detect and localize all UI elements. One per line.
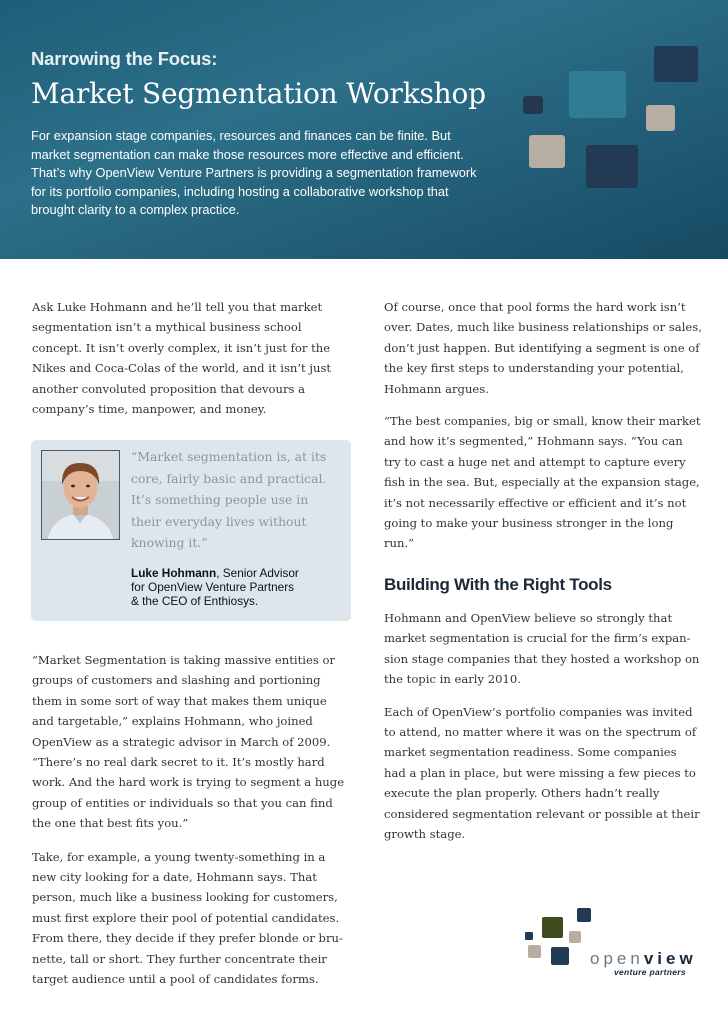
decor-square-small-navy <box>523 96 543 114</box>
paragraph: Ask Luke Hohmann and he’ll tell you that market segmentation isn’t a mythical business school concept. It isn’t overly complex, it isn’t just for the Nikes and Coca-Colas of the world, and it isn’t just another convoluted proposition that devours a company’s time, manpower, and money. <box>32 300 332 417</box>
attribution-role-3: & the CEO of Enthiosys. <box>131 594 259 608</box>
logo-mosaic-icon <box>522 905 592 977</box>
attribution-role-2: for OpenView Venture Partners <box>131 580 295 594</box>
portrait-photo <box>41 450 120 540</box>
right-column-bottom <box>384 608 702 856</box>
header-kicker: Narrowing the Focus: <box>31 48 218 69</box>
person-icon <box>42 451 119 539</box>
logo-wordmark <box>590 949 697 969</box>
section-heading: Building With the Right Tools <box>384 575 612 594</box>
decor-square-teal <box>569 71 626 118</box>
right-column-top <box>384 297 702 566</box>
paragraph: Of course, once that pool forms the hard work isn’t over. Dates, much like business relationships or sales, don’t just happen. But identifying a segment is one of the key first steps to understanding your potential, Hohmann argues. <box>384 300 702 396</box>
paragraph: “The best companies, big or small, know their market and how it’s segmented,” Hohmann says. “You can try to cast a huge net and attempt to capture every fish in the sea. But, especially at the expansion stage, it’s not necessarily effective or efficient and it’s not going to make your business stronger in the long run.” <box>384 414 701 551</box>
openview-logo <box>522 905 702 977</box>
paragraph: Hohmann and OpenView believe so strongly that market segmentation is crucial for the firm’s expan-sion stage companies that they hosted a workshop on the topic in early 2010. <box>384 611 700 687</box>
left-column-top <box>32 297 352 431</box>
paragraph: “Market Segmentation is taking massive entities or groups of customers and slashing and portioning them in some sort of way that makes them unique and targetable,” explains Hohmann, who joined OpenView as a strategic advisor in March of 2009. “There’s no real dark secret to it. It’s mostly hard work. And the hard work is trying to segment a huge group of entities or individuals so that you can find the one that best fits you.” <box>32 653 345 831</box>
decor-square-beige-2 <box>529 135 565 168</box>
quote-attribution <box>131 566 346 608</box>
decor-square-beige-1 <box>646 105 675 131</box>
paragraph: Each of OpenView’s portfolio companies was invited to attend, no matter where it was on the spectrum of market segmentation readiness. Some companies had a plan in place, but were missing a few pieces to execute the plan properly. Others hadn’t really considered segmentation relevant or possible at their growth stage. <box>384 704 700 842</box>
intro-text: For expansion stage companies, resources and finances can be finite. But market segmentation can make those resources more effective and efficient. That’s why OpenView Venture Partners is providing a segmentation framework for its portfolio companies, including hosting a collaborative workshop that brought clarity to a complex practice. <box>31 128 477 218</box>
pull-quote-box <box>31 440 351 621</box>
page-title: Market Segmentation Workshop <box>31 77 486 110</box>
pull-quote-text: “Market segmentation is, at its core, fairly basic and practical. It’s something people use in their everyday lives without knowing it.” <box>131 449 327 550</box>
logo-tagline: venture partners <box>614 967 686 977</box>
decor-square-navy-2 <box>586 145 638 188</box>
attribution-name: Luke Hohmann <box>131 566 217 580</box>
paragraph: Take, for example, a young twenty-something in a new city looking for a date, Hohmann says. That person, much like a business looking for customers, must first explore their pool of potential candidates. From there, they decide if they prefer blonde or bru-nette, tall or short. They further concentrate their target audience until a pool of candidates forms. <box>32 849 343 987</box>
attribution-role-1: , Senior Advisor <box>216 566 299 580</box>
decor-square-navy-1 <box>654 46 698 82</box>
logo-word-view: view <box>643 949 697 968</box>
logo-word-open: open <box>590 949 644 968</box>
left-column-bottom <box>32 650 352 1002</box>
header-banner <box>0 0 728 259</box>
